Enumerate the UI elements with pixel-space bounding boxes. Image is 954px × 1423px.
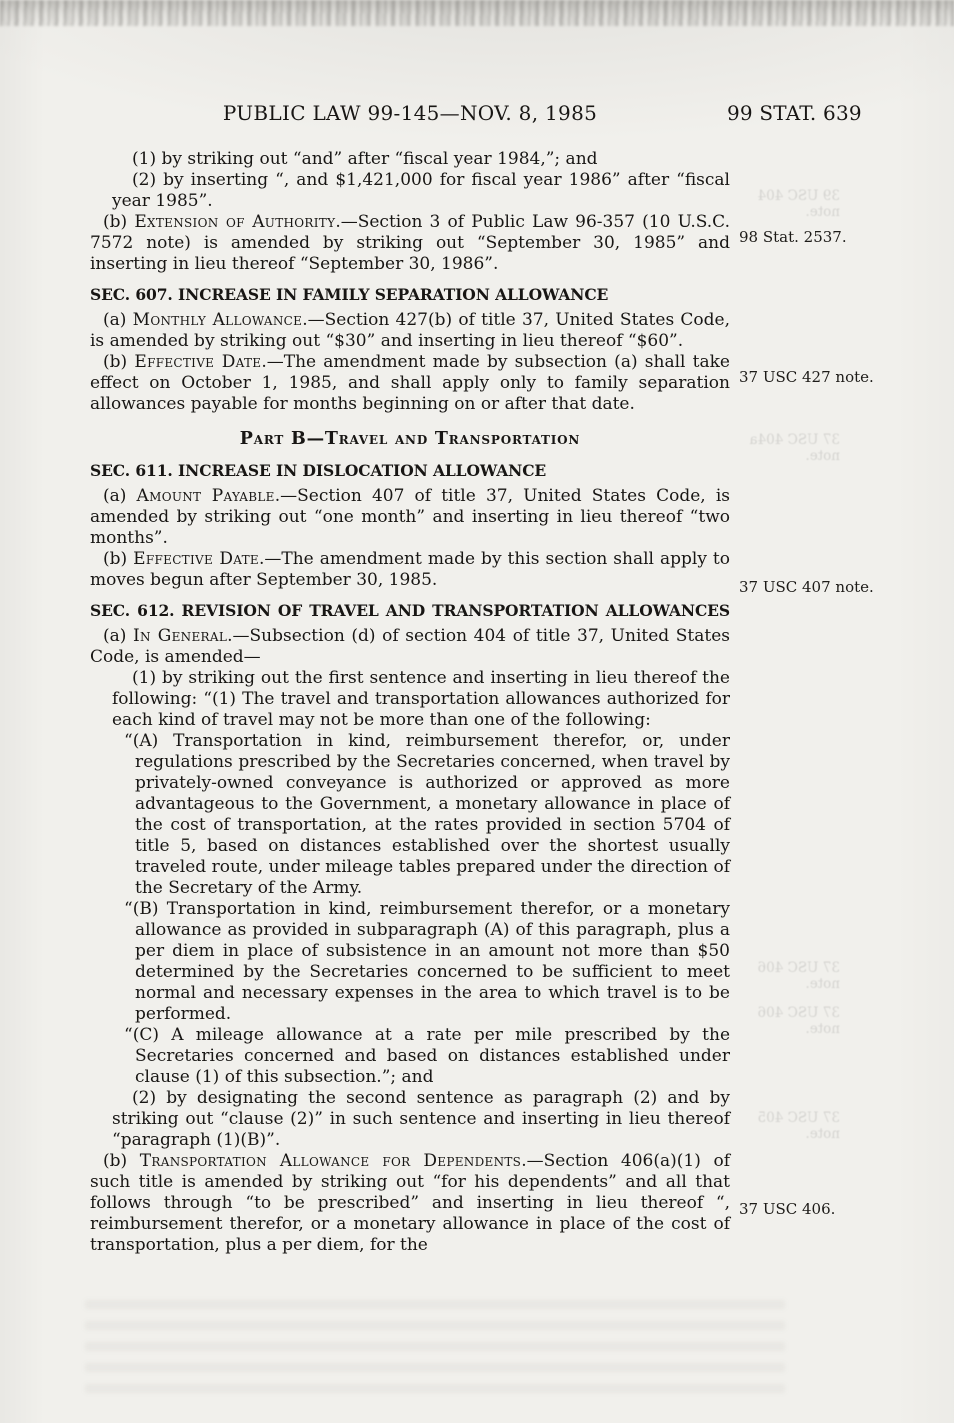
document-body	[90, 149, 730, 1256]
paragraph: (b) Effective Date.—The amendment made by subsection (a) shall take effect on October 1, 1985, and shall apply only to family separation allowances payable for months beginning on or after that date.	[90, 352, 730, 414]
page-header-title: PUBLIC LAW 99-145—NOV. 8, 1985	[222, 101, 598, 125]
section-heading: SEC. 607. INCREASE IN FAMILY SEPARATION ALLOWANCE	[90, 285, 609, 304]
paragraph: (b) Extension of Authority.—Section 3 of Public Law 96-357 (10 U.S.C. 7572 note) is amended by striking out “September 30, 1985” and inserting in lieu thereof “September 30, 1986”.	[90, 212, 730, 274]
margin-note: 98 Stat. 2537.	[739, 228, 847, 246]
bleedthrough-note: 37 USC 405 note.	[757, 1110, 840, 1142]
bleedthrough-band	[85, 1300, 785, 1396]
paragraph: (a) Amount Payable.—Section 407 of title 37, United States Code, is amended by striking out “one month” and inserting in lieu thereof “two months”.	[90, 486, 730, 548]
section-heading: SEC. 612. REVISION OF TRAVEL AND TRANSPORTATION ALLOWANCES	[90, 601, 730, 620]
bleedthrough-note: 37 USC 406 note.	[757, 960, 840, 992]
scan-edge-noise	[0, 0, 954, 26]
paragraph: (2) by designating the second sentence as paragraph (2) and by striking out “clause (2)” in such sentence and inserting in lieu thereof “paragraph (1)(B)”.	[112, 1088, 730, 1150]
paragraph: “(B) Transportation in kind, reimbursement therefor, or a monetary allowance as provided in subparagraph (A) of this paragraph, plus a per diem in place of subsistence in an amount not more than $50 determined by the Secretaries concerned to be sufficient to meet normal and necessary expenses in the area to which travel is to be performed.	[124, 899, 730, 1024]
part-heading: Part B—Travel and Transportation	[239, 429, 581, 449]
paragraph: (b) Transportation Allowance for Dependents.—Section 406(a)(1) of such title is amended by striking out “for his dependents” and all that follows through “to be prescribed” and inserting in lieu thereof “, reimbursement therefor, or a monetary allowance in place of the cost of transportation, plus a per diem, for the	[90, 1151, 730, 1255]
paragraph: (b) Effective Date.—The amendment made by this section shall apply to moves begun after September 30, 1985.	[90, 549, 730, 590]
paragraph: (a) Monthly Allowance.—Section 427(b) of title 37, United States Code, is amended by striking out “$30” and inserting in lieu thereof “$60”.	[90, 310, 730, 351]
section-heading: SEC. 611. INCREASE IN DISLOCATION ALLOWANCE	[90, 461, 547, 480]
statute-page-number: 99 STAT. 639	[727, 101, 862, 125]
paragraph: (1) by striking out the first sentence and inserting in lieu thereof the following: “(1) The travel and transportation allowances authorized for each kind of travel may not be more than one of the following:	[112, 668, 730, 730]
bleedthrough-note: 37 USC 406 note.	[757, 1005, 840, 1037]
paragraph: (1) by striking out “and” after “fiscal year 1984,”; and	[132, 149, 598, 169]
margin-note: 37 USC 407 note.	[739, 578, 874, 596]
paragraph: (a) In General.—Subsection (d) of section 404 of title 37, United States Code, is amended—	[90, 626, 731, 667]
paragraph: (2) by inserting “, and $1,421,000 for fiscal year 1986” after “fiscal year 1985”.	[112, 170, 730, 211]
paragraph: “(C) A mileage allowance at a rate per mile prescribed by the Secretaries concerned and based on distances established under clause (1) of this subsection.”; and	[124, 1025, 730, 1087]
bleedthrough-note: 39 USC 404 note.	[757, 188, 840, 220]
paragraph: “(A) Transportation in kind, reimbursement therefor, or, under regulations prescribed by the Secretaries concerned, when travel by privately-owned conveyance is authorized or approved as more advantageous to the Government, a monetary allowance in place of the cost of transportation, at the rates provided in section 5704 of title 5, based on distances established over the shortest usually traveled route, under mileage tables prepared under the direction of the Secretary of the Army.	[124, 731, 730, 898]
margin-note: 37 USC 406.	[739, 1200, 836, 1218]
bleedthrough-note: 37 USC 404a note.	[749, 432, 840, 464]
margin-note: 37 USC 427 note.	[739, 368, 874, 386]
